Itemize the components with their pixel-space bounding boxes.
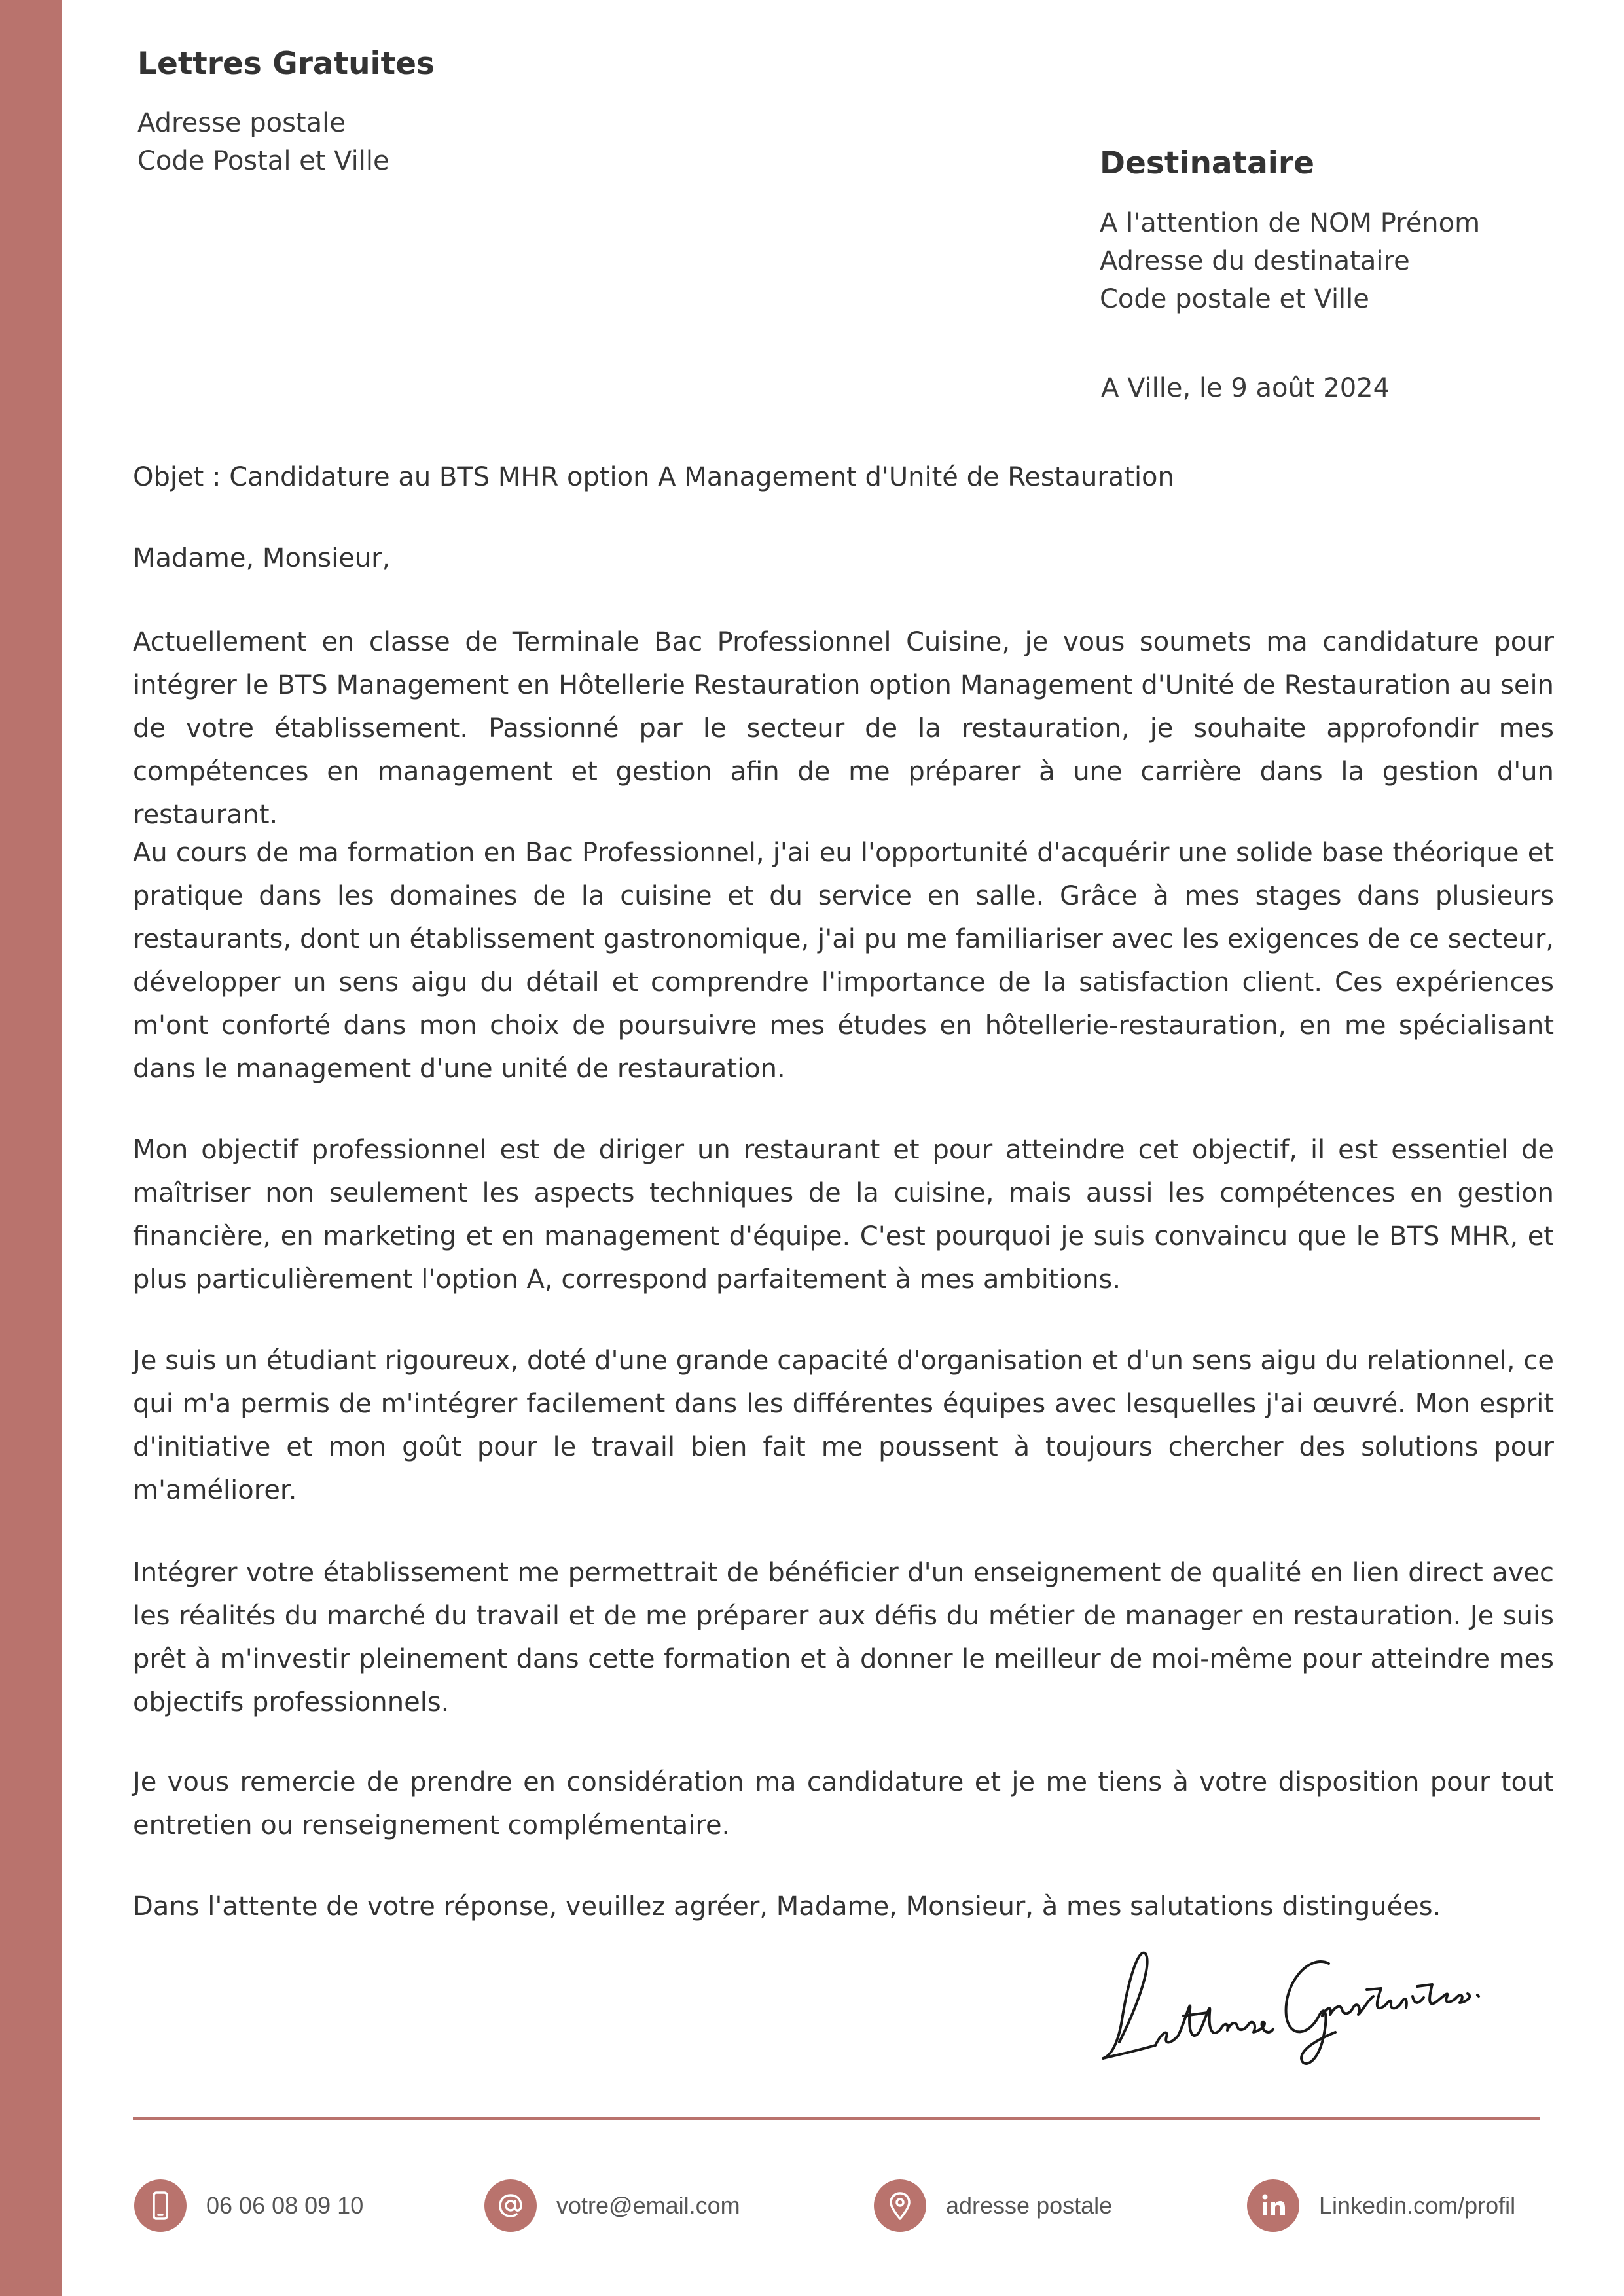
paragraph-2: Au cours de ma formation en Bac Professionnel, j'ai eu l'opportunité d'acquérir une solide base théorique et pratique dans les domaines de la cuisine et du service en salle. Grâce à mes stages dans plusieurs restaurants, dont un établissement gastronomique, j'ai pu me familiariser avec les exigences de ce secteur, développer un sens aigu du détail et comprendre l'importance de la satisfaction client. Ces expériences m'ont conforté dans mon choix de poursuivre mes études en hôtellerie-restauration, en me spécialisant dans le management d'une unité de restauration. xyxy=(133,838,1554,1084)
phone-icon xyxy=(134,2179,187,2232)
contact-address-text: adresse postale xyxy=(946,2192,1113,2219)
at-icon xyxy=(484,2179,537,2232)
paragraph-3: Mon objectif professionnel est de diriger un restaurant et pour atteindre cet objectif, il est essentiel de maîtriser non seulement les aspects techniques de la cuisine, mais aussi les compétences en gestion financière, en marketing et en management d'équipe. C'est pourquoi je suis convaincu que le BTS MHR, et plus particulièrement l'option A, correspond parfaitement à mes ambitions. xyxy=(133,1135,1554,1295)
recipient-city: Code postale et Ville xyxy=(1100,284,1369,314)
paragraph-4: Je suis un étudiant rigoureux, doté d'une grande capacité d'organisation et d'un sens aigu du relationnel, ce qui m'a permis de m'intégrer facilement dans les différentes équipes avec lesquelles j'ai œuvré. Mon esprit d'initiative et mon goût pour le travail bien fait me poussent à toujours chercher des solutions pour m'améliorer. xyxy=(133,1346,1554,1505)
paragraph-1: Actuellement en classe de Terminale Bac Professionnel Cuisine, je vous soumets ma candidature pour intégrer le BTS Management en Hôtellerie Restauration option Management d'Unité de Restauration au sein de votre établissement. Passionné par le secteur de la restauration, je souhaite approfondir mes compétences en management et gestion afin de me préparer à une carrière dans la gestion d'un restaurant. xyxy=(133,627,1554,830)
contact-linkedin xyxy=(1247,2179,1515,2232)
handwritten-signature xyxy=(1093,1924,1486,2081)
contact-email xyxy=(484,2179,740,2232)
contact-phone xyxy=(134,2179,363,2232)
contact-linkedin-text: Linkedin.com/profil xyxy=(1319,2192,1516,2219)
recipient-attention: A l'attention de NOM Prénom xyxy=(1100,208,1481,238)
sender-name: Lettres Gratuites xyxy=(137,46,435,82)
location-pin-icon xyxy=(874,2179,926,2232)
contact-address xyxy=(874,2179,1112,2232)
linkedin-icon xyxy=(1247,2179,1299,2232)
paragraph-6: Je vous remercie de prendre en considération ma candidature et je me tiens à votre disposition pour tout entretien ou renseignement complémentaire. xyxy=(133,1767,1554,1840)
paragraph-5: Intégrer votre établissement me permettrait de bénéficier d'un enseignement de qualité en lien direct avec les réalités du marché du travail et de me préparer aux défis du métier de manager en restauration. Je suis prêt à m'investir pleinement dans cette formation et à donner le meilleur de moi-même pour atteindre mes objectifs professionnels. xyxy=(133,1558,1554,1717)
paragraph-closing: Dans l'attente de votre réponse, veuillez agréer, Madame, Monsieur, à mes salutations distinguées. xyxy=(133,1892,1441,1922)
contact-phone-text: 06 06 08 09 10 xyxy=(206,2192,364,2219)
date-line: A Ville, le 9 août 2024 xyxy=(1101,373,1390,403)
sender-address: Adresse postale xyxy=(137,108,346,138)
sender-city: Code Postal et Ville xyxy=(137,146,389,176)
recipient-address: Adresse du destinataire xyxy=(1100,246,1410,276)
side-accent-band xyxy=(0,0,62,2296)
footer-divider xyxy=(133,2117,1540,2120)
recipient-title: Destinataire xyxy=(1100,145,1314,181)
contact-email-text: votre@email.com xyxy=(556,2192,740,2219)
letter-object: Objet : Candidature au BTS MHR option A Management d'Unité de Restauration xyxy=(133,462,1174,492)
letter-greeting: Madame, Monsieur, xyxy=(133,543,391,573)
